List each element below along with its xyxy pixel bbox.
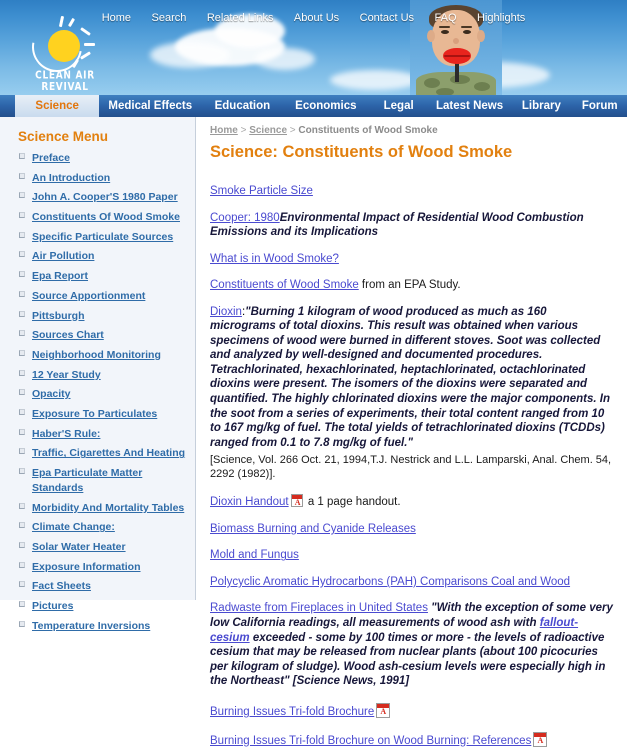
lollipop-stick bbox=[455, 62, 459, 82]
dioxin-quote-block bbox=[210, 305, 615, 451]
sidebar-item-label[interactable]: Opacity bbox=[32, 388, 71, 400]
link-block-brochure bbox=[210, 703, 615, 720]
sidebar-item-habers-rule[interactable] bbox=[18, 426, 195, 441]
bullet-icon bbox=[19, 503, 25, 509]
sidebar-item-label[interactable]: Temperature Inversions bbox=[32, 620, 150, 632]
link-radwaste-from-fireplaces[interactable]: Radwaste from Fireplaces in United States bbox=[210, 602, 428, 614]
breadcrumb-separator: > bbox=[290, 125, 296, 136]
sidebar-item-specific-particulate-sources[interactable] bbox=[18, 229, 195, 244]
bullet-icon bbox=[19, 522, 25, 528]
tab-forum[interactable]: Forum bbox=[573, 95, 627, 117]
sidebar-item-pictures[interactable] bbox=[18, 598, 195, 613]
eyebrow-shape bbox=[461, 26, 472, 28]
bullet-icon bbox=[19, 271, 25, 277]
sun-ray-icon bbox=[84, 43, 95, 46]
bullet-icon bbox=[19, 192, 25, 198]
link-block-cooper-1980 bbox=[210, 211, 615, 240]
sidebar-item-sources-chart[interactable] bbox=[18, 327, 195, 342]
sidebar-title: Science Menu bbox=[0, 129, 195, 150]
link-block-pah bbox=[210, 575, 615, 590]
link-block-smoke-particle-size bbox=[210, 184, 615, 199]
pdf-icon-glyph: A bbox=[294, 499, 302, 507]
ear-shape bbox=[477, 30, 485, 42]
link-biomass-burning-and-cyanide-releases[interactable]: Biomass Burning and Cyanide Releases bbox=[210, 523, 416, 535]
sidebar-item-air-pollution[interactable] bbox=[18, 248, 195, 263]
eye-shape bbox=[441, 30, 449, 34]
tab-legal[interactable]: Legal bbox=[369, 95, 429, 117]
eyebrow-shape bbox=[439, 26, 450, 28]
bullet-icon bbox=[19, 562, 25, 568]
link-what-is-in-wood-smoke[interactable]: What is in Wood Smoke? bbox=[210, 253, 339, 265]
pdf-icon[interactable] bbox=[376, 703, 390, 718]
link-burning-issues-tri-fold-brochure-references[interactable]: Burning Issues Tri-fold Brochure on Wood Burning: References bbox=[210, 735, 531, 747]
sidebar-item-epa-particulate-matter-standards[interactable] bbox=[18, 465, 195, 495]
bullet-icon bbox=[19, 311, 25, 317]
camo-patch bbox=[474, 82, 490, 91]
bullet-icon bbox=[19, 350, 25, 356]
sidebar-item-solar-water-heater[interactable] bbox=[18, 539, 195, 554]
bullet-icon bbox=[19, 251, 25, 257]
breadcrumb-current: Constituents of Wood Smoke bbox=[298, 125, 437, 136]
bullet-icon bbox=[19, 542, 25, 548]
sidebar-item-label[interactable]: Pictures bbox=[32, 600, 73, 612]
link-dioxin[interactable]: Dioxin bbox=[210, 306, 242, 318]
camo-patch bbox=[450, 75, 470, 84]
link-constituents-of-wood-smoke[interactable]: Constituents of Wood Smoke bbox=[210, 279, 359, 291]
sidebar-item-pittsburgh[interactable] bbox=[18, 308, 195, 323]
constituents-tail-text: from an EPA Study. bbox=[359, 279, 461, 291]
dioxin-handout-tail: a 1 page handout. bbox=[305, 496, 401, 508]
dioxin-colon: : bbox=[242, 306, 245, 318]
bullet-icon bbox=[19, 468, 25, 474]
topnav-item-related-links[interactable]: Related Links bbox=[207, 12, 274, 24]
cloud-decoration bbox=[255, 48, 315, 70]
link-dioxin-handout[interactable]: Dioxin Handout bbox=[210, 496, 289, 508]
eye-shape bbox=[463, 30, 471, 34]
breadcrumb-separator: > bbox=[241, 125, 247, 136]
radwaste-block bbox=[210, 601, 615, 689]
site-logo[interactable] bbox=[10, 16, 120, 91]
lips-split bbox=[444, 55, 470, 57]
topnav-item-contact-us[interactable]: Contact Us bbox=[360, 12, 414, 24]
pdf-icon[interactable] bbox=[291, 494, 303, 507]
sidebar-item-label[interactable]: John A. Cooper'S 1980 Paper bbox=[32, 191, 178, 203]
logo-text: CLEAN AIR REVIVAL bbox=[10, 71, 120, 94]
sidebar-item-opacity[interactable] bbox=[18, 386, 195, 401]
sidebar-item-temperature-inversions[interactable] bbox=[18, 618, 195, 633]
link-fallout-cesium[interactable]: fallout-cesium bbox=[210, 617, 578, 644]
sidebar-item-label[interactable]: Fact Sheets bbox=[32, 580, 91, 592]
sidebar-item-label[interactable]: Source Apportionment bbox=[32, 290, 145, 302]
topnav-item-about-us[interactable]: About Us bbox=[294, 12, 339, 24]
sidebar-item-label[interactable]: Preface bbox=[32, 152, 70, 164]
bullet-icon bbox=[19, 232, 25, 238]
sidebar bbox=[0, 117, 196, 600]
tab-library[interactable]: Library bbox=[510, 95, 572, 117]
link-block-mold bbox=[210, 548, 615, 563]
sidebar-item-label[interactable]: Epa Particulate Matter Standards bbox=[32, 467, 142, 494]
tab-education[interactable]: Education bbox=[202, 95, 284, 117]
sidebar-item-label[interactable]: Exposure To Particulates bbox=[32, 408, 157, 420]
tab-science[interactable]: Science bbox=[15, 95, 98, 117]
sidebar-item-climate-change[interactable] bbox=[18, 519, 195, 534]
bullet-icon bbox=[19, 153, 25, 159]
page-title: Science: Constituents of Wood Smoke bbox=[210, 143, 615, 162]
sidebar-item-traffic-cigarettes-and-heating[interactable] bbox=[18, 445, 195, 460]
dioxin-quote-text: "Burning 1 kilogram of wood produced as much as 160 micrograms of total dioxins. This result was obtained when various specimens of wood were burned in different stoves. Soot was collected and analyzed by well-designed and documented procedures. Tetrachlorinated, hexachlorinated, heptachlorinated, octachlorinated dioxins were present. The isomers of the dioxins were separated and quantified. The highly chlorinated dioxins were the major components. In the soot from a series of experiments, their total content ranged from 10 to 167 mg/kg of fuel. The total yields of tetrachlorinated dioxins (TCDDs) ranged from 0.1 to 7.8 mg/kg of fuel." bbox=[210, 306, 610, 449]
link-block-constituents-epa-study bbox=[210, 278, 615, 293]
sidebar-item-label[interactable]: Climate Change: bbox=[32, 521, 115, 533]
sidebar-item-label[interactable]: Constituents Of Wood Smoke bbox=[32, 211, 180, 223]
sidebar-item-label[interactable]: Solar Water Heater bbox=[32, 541, 126, 553]
link-cooper-1980[interactable]: Cooper: 1980 bbox=[210, 212, 280, 224]
sidebar-item-label[interactable]: Neighborhood Monitoring bbox=[32, 349, 161, 361]
sun-icon bbox=[48, 30, 80, 62]
bullet-icon bbox=[19, 291, 25, 297]
main-navigation-bar bbox=[0, 95, 627, 117]
sidebar-item-preface[interactable] bbox=[18, 150, 195, 165]
sidebar-item-john-a-coopers-1980-paper[interactable] bbox=[18, 189, 195, 204]
sidebar-item-exposure-information[interactable] bbox=[18, 559, 195, 574]
topnav-item-highlights[interactable]: Highlights bbox=[477, 12, 525, 24]
sidebar-item-label[interactable]: Exposure Information bbox=[32, 561, 141, 573]
sidebar-item-source-apportionment[interactable] bbox=[18, 288, 195, 303]
camo-patch bbox=[424, 78, 440, 88]
pdf-icon-glyph: A bbox=[379, 708, 387, 716]
bullet-icon bbox=[19, 448, 25, 454]
bullet-icon bbox=[19, 429, 25, 435]
main-content bbox=[196, 117, 627, 600]
sidebar-item-label[interactable]: Specific Particulate Sources bbox=[32, 231, 173, 243]
radwaste-quote-part2: exceeded - some by 100 times or more - the levels of radioactive cesium that may be released from nuclear plants (about 100 picocuries per kilogram of sludge). Wood ash-cesium levels were especially high in the Northeast" [Science News, 1991] bbox=[210, 632, 605, 688]
topnav-item-faq[interactable]: FAQ bbox=[435, 12, 457, 24]
radwaste-quote-part1: "With the exception of some very low California readings, all measurements of wood ash with bbox=[210, 602, 613, 629]
pdf-icon-glyph: A bbox=[536, 737, 544, 745]
nav-spacer bbox=[0, 95, 15, 117]
cloud-decoration bbox=[330, 70, 420, 90]
site-banner bbox=[0, 0, 627, 95]
link-block-biomass bbox=[210, 522, 615, 537]
link-pah-comparisons-coal-and-wood[interactable]: Polycyclic Aromatic Hydrocarbons (PAH) Comparisons Coal and Wood bbox=[210, 576, 570, 588]
topnav-item-home[interactable]: Home bbox=[102, 12, 131, 24]
sidebar-item-label[interactable]: Epa Report bbox=[32, 270, 88, 282]
link-block-dioxin-handout bbox=[210, 494, 615, 510]
sidebar-item-label[interactable]: 12 Year Study bbox=[32, 369, 101, 381]
cloud-decoration bbox=[150, 42, 230, 68]
sidebar-item-label[interactable]: Pittsburgh bbox=[32, 310, 85, 322]
breadcrumb-home[interactable]: Home bbox=[210, 125, 238, 136]
sidebar-item-12-year-study[interactable] bbox=[18, 367, 195, 382]
sidebar-item-label[interactable]: Morbidity And Mortality Tables bbox=[32, 502, 184, 514]
sidebar-item-label[interactable]: Sources Chart bbox=[32, 329, 104, 341]
bullet-icon bbox=[19, 621, 25, 627]
bullet-icon bbox=[19, 389, 25, 395]
bullet-icon bbox=[19, 370, 25, 376]
sidebar-item-label[interactable]: An Introduction bbox=[32, 172, 110, 184]
dioxin-citation: [Science, Vol. 266 Oct. 21, 1994,T.J. Nestrick and L.L. Lamparski, Anal. Chem. 54, 2292 (1982)]. bbox=[210, 453, 615, 481]
bullet-icon bbox=[19, 601, 25, 607]
tab-medical-effects[interactable]: Medical Effects bbox=[99, 95, 202, 117]
sidebar-item-exposure-to-particulates[interactable] bbox=[18, 406, 195, 421]
sidebar-item-fact-sheets[interactable] bbox=[18, 578, 195, 593]
sidebar-item-label[interactable]: Haber'S Rule: bbox=[32, 428, 100, 440]
bullet-icon bbox=[19, 212, 25, 218]
cooper-paper-title: Environmental Impact of Residential Wood Combustion Emissions and its Implications bbox=[210, 212, 584, 239]
bullet-icon bbox=[19, 581, 25, 587]
link-smoke-particle-size[interactable]: Smoke Particle Size bbox=[210, 185, 313, 197]
sidebar-item-constituents-of-wood-smoke[interactable] bbox=[18, 209, 195, 224]
tab-economics[interactable]: Economics bbox=[283, 95, 368, 117]
sidebar-item-neighborhood-monitoring[interactable] bbox=[18, 347, 195, 362]
bullet-icon bbox=[19, 409, 25, 415]
page-body bbox=[0, 117, 627, 600]
sun-ray-icon bbox=[80, 27, 91, 36]
link-mold-and-fungus[interactable]: Mold and Fungus bbox=[210, 549, 299, 561]
bullet-icon bbox=[19, 330, 25, 336]
sidebar-item-an-introduction[interactable] bbox=[18, 170, 195, 185]
bullet-icon bbox=[19, 173, 25, 179]
nose-shape bbox=[453, 38, 459, 44]
top-navigation bbox=[0, 8, 627, 26]
topnav-item-search[interactable]: Search bbox=[152, 12, 187, 24]
link-block-brochure-references bbox=[210, 732, 615, 748]
link-burning-issues-tri-fold-brochure[interactable]: Burning Issues Tri-fold Brochure bbox=[210, 706, 374, 718]
sidebar-item-epa-report[interactable] bbox=[18, 268, 195, 283]
tab-latest-news[interactable]: Latest News bbox=[429, 95, 511, 117]
pdf-icon[interactable] bbox=[533, 732, 547, 747]
link-block-what-is-in-wood-smoke bbox=[210, 252, 615, 267]
sidebar-item-label[interactable]: Air Pollution bbox=[32, 250, 94, 262]
sidebar-item-label[interactable]: Traffic, Cigarettes And Heating bbox=[32, 447, 185, 459]
breadcrumb bbox=[210, 125, 615, 136]
ear-shape bbox=[427, 30, 435, 42]
sidebar-item-morbidity-and-mortality-tables[interactable] bbox=[18, 500, 195, 515]
breadcrumb-science[interactable]: Science bbox=[249, 125, 287, 136]
sidebar-menu bbox=[0, 150, 195, 633]
